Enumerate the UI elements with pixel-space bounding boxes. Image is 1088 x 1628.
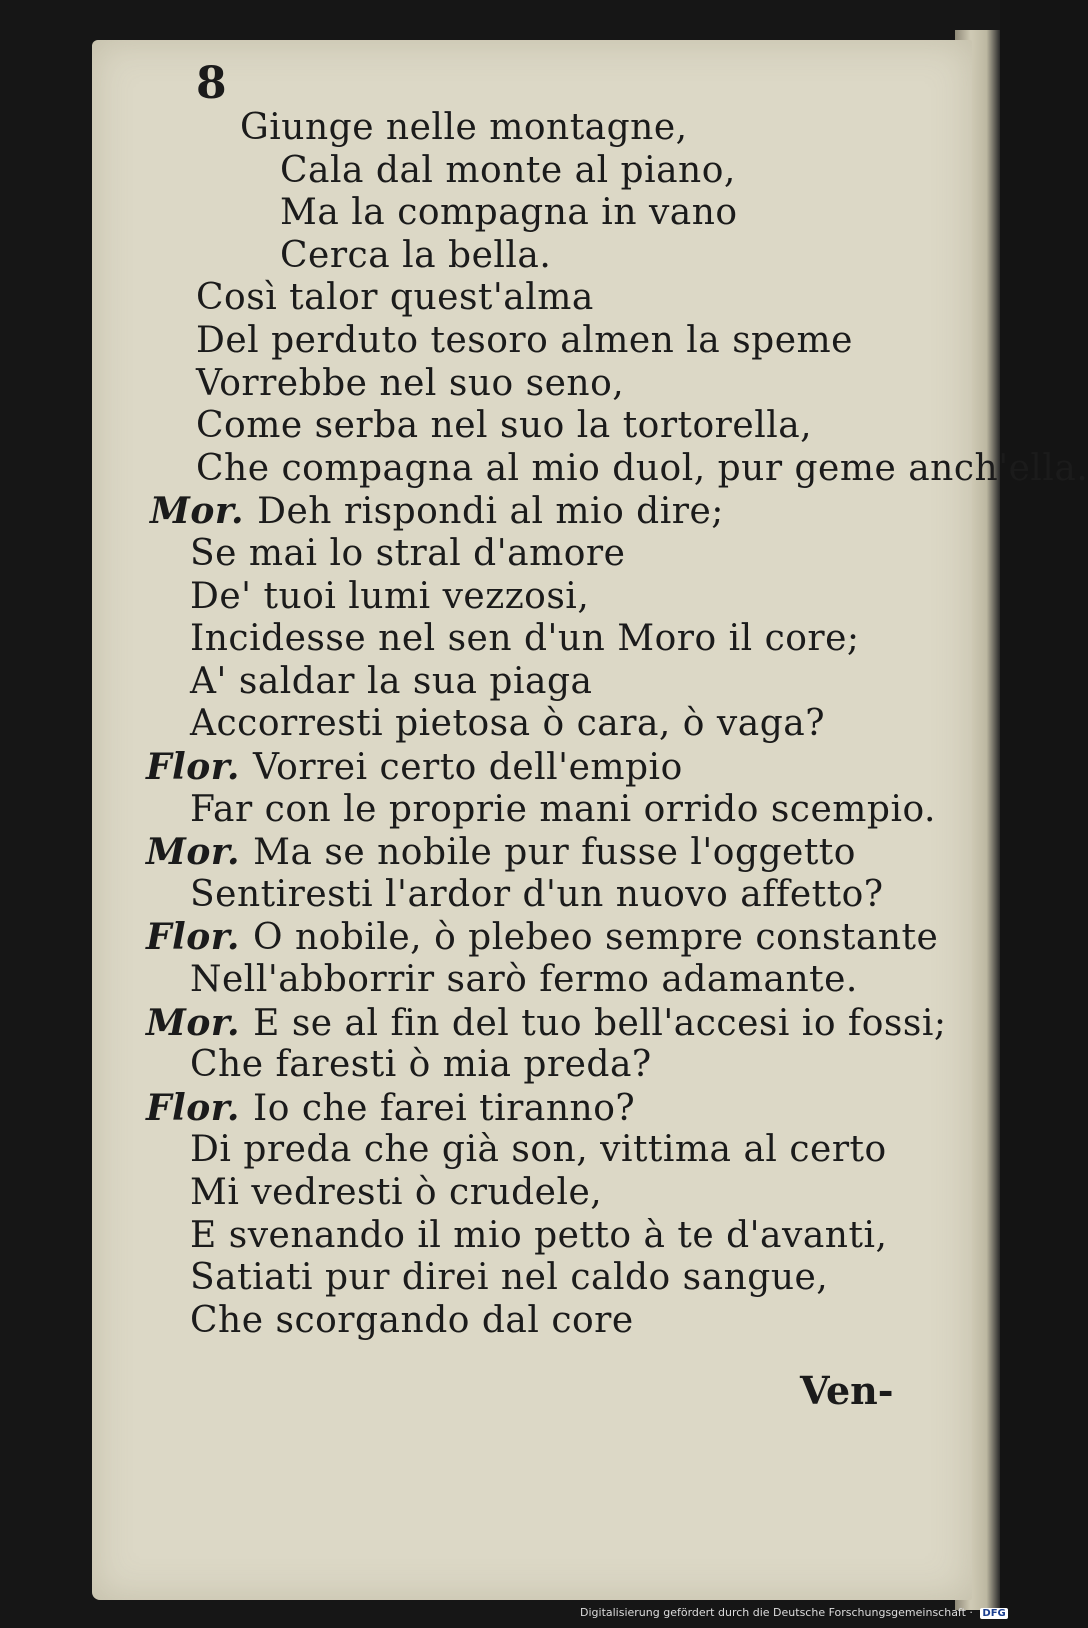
speaker-line — [146, 747, 683, 788]
verse-text: Far con le proprie mani orrido scempio. — [190, 788, 936, 830]
verse-line — [190, 1130, 887, 1170]
speaker-name: Mor. — [146, 831, 254, 874]
verse-text: Deh rispondi al mio dire; — [257, 491, 724, 533]
speaker-line — [146, 1088, 635, 1129]
verse-text: Se mai lo stral d'amore — [190, 533, 626, 574]
verse-line — [190, 1216, 887, 1256]
verse-text: Come serba nel suo la tortorella, — [196, 405, 813, 447]
verse-line — [280, 193, 738, 233]
speaker-name: Flor. — [146, 916, 253, 959]
verse-text: Incidesse nel sen d'un Moro il core; — [190, 618, 860, 660]
verse-text: Ma la compagna in vano — [280, 192, 738, 234]
verse-text: Sentiresti l'ardor d'un nuovo affetto? — [190, 873, 884, 915]
verse-line — [190, 619, 860, 659]
verse-text: Satiati pur direi nel caldo sangue, — [190, 1257, 829, 1299]
verse-text: Vorrebbe nel suo seno, — [196, 362, 625, 404]
verse-line — [196, 364, 624, 404]
verse-text: Di preda che già son, vittima al certo — [190, 1129, 887, 1171]
verse-text: O nobile, ò plebeo sempre constante — [252, 917, 939, 959]
verse-line — [190, 577, 589, 617]
verse-text: E se al fin del tuo bell'accesi io fossi; — [253, 1002, 947, 1044]
verse-line — [190, 1045, 652, 1085]
verse-text: Giunge nelle montagne, — [240, 107, 688, 148]
verse-line — [190, 704, 825, 744]
verse-line — [196, 321, 853, 361]
verse-line — [280, 236, 551, 276]
digitization-credit — [580, 1606, 1008, 1619]
verse-text: Io che farei tiranno? — [252, 1087, 636, 1129]
speaker-name: Flor. — [146, 1086, 253, 1129]
speaker-line — [146, 1003, 947, 1044]
speaker-line — [146, 832, 856, 873]
verse-text: Così talor quest'alma — [196, 277, 594, 319]
verse-line — [240, 108, 688, 148]
verse-text: Nell'abborrir sarò fermo adamante. — [190, 959, 858, 1000]
verse-line — [190, 1301, 634, 1341]
verse-line — [190, 534, 625, 574]
speaker-name: Mor. — [150, 490, 258, 533]
verse-text: Cerca la bella. — [280, 234, 552, 276]
verse-text: Mi vedresti ò crudele, — [190, 1172, 603, 1213]
speaker-line — [150, 491, 724, 532]
catchword: Ven- — [800, 1368, 894, 1413]
verse-line — [190, 662, 592, 702]
speaker-name: Flor. — [146, 746, 253, 788]
verse-text: Accorresti pietosa ò cara, ò vaga? — [190, 703, 826, 745]
speaker-name: Mor. — [146, 1001, 254, 1044]
verse-line — [190, 875, 884, 915]
verse-line — [190, 790, 936, 830]
dfg-logo: DFG — [982, 1608, 1006, 1619]
verse-line — [280, 151, 736, 191]
verse-text: Vorrei certo dell'empio — [252, 747, 683, 788]
verse-text: Che scorgando dal core — [190, 1299, 634, 1341]
verse-line — [196, 449, 1088, 489]
verse-text: Ma se nobile pur fusse l'oggetto — [253, 832, 856, 874]
verse-line — [196, 278, 594, 318]
verse-text: Cala dal monte al piano, — [280, 149, 736, 191]
verse-text: De' tuoi lumi vezzosi, — [190, 575, 590, 617]
verse-line — [190, 960, 858, 1000]
verse-line — [190, 1258, 828, 1298]
verse-text: E svenando il mio petto à te d'avanti, — [190, 1214, 888, 1256]
verse-line — [196, 406, 812, 446]
speaker-line — [146, 917, 938, 958]
verse-text: Che compagna al mio duol, pur geme anch'ella. — [196, 447, 1088, 489]
verse-line — [190, 1173, 602, 1213]
credit-text: Digitalisierung gefördert durch die Deutsche Forschungsgemeinschaft · — [580, 1606, 973, 1619]
verse-text: Del perduto tesoro almen la speme — [196, 320, 853, 361]
verse-text: A' saldar la sua piaga — [190, 660, 593, 702]
verse-text: Che faresti ò mia preda? — [190, 1044, 652, 1086]
page-number: 8 — [196, 58, 227, 109]
